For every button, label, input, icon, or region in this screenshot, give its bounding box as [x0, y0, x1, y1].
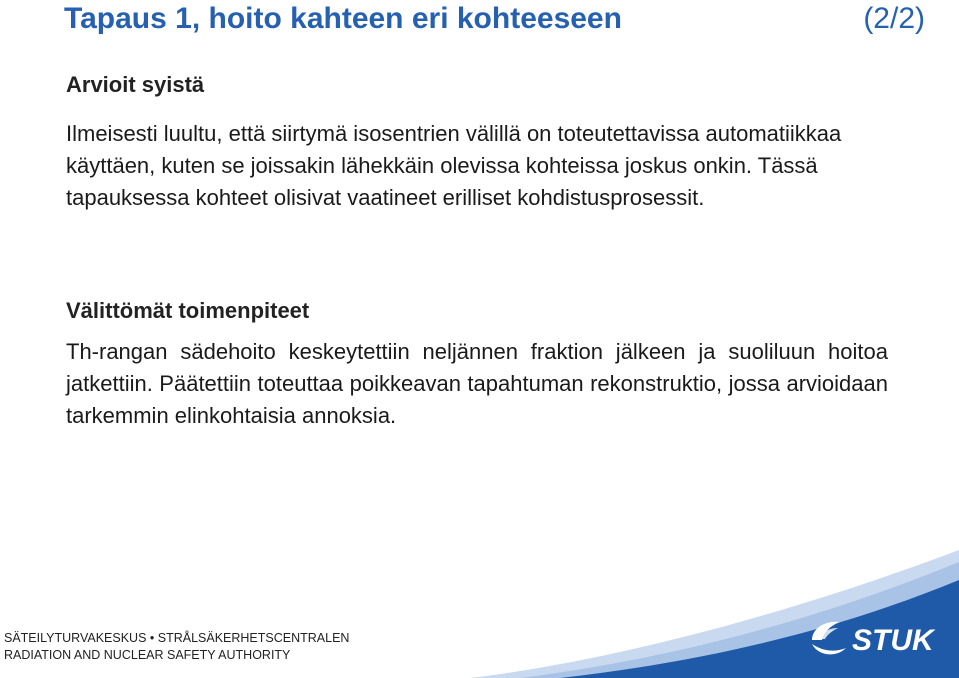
slide-title: Tapaus 1, hoito kahteen eri kohteeseen [64, 2, 622, 35]
footer-organization-english: RADIATION AND NUCLEAR SAFETY AUTHORITY [4, 648, 291, 662]
section-body-actions: Th-rangan sädehoito keskeytettiin neljännen fraktion jälkeen ja suoliluun hoitoa jatkettiin. Päätettiin toteuttaa poikkeavan tapahtuman rekonstruktio, jossa arvioidaan tarkemmin elinkohtaisia annoksia. [66, 339, 888, 428]
section-causes [66, 70, 888, 214]
section-body-causes: Ilmeisesti luultu, että siirtymä isosentrien välillä on toteutettavissa automatiikkaa käyttäen, kuten se joissakin lähekkäin olevissa kohteissa joskus onkin. Tässä tapauksessa kohteet olisivat vaatineet erilliset kohdistusprosessit. [66, 121, 842, 210]
section-heading-causes: Arvioit syistä [66, 72, 205, 97]
section-heading-actions: Välittömät toimenpiteet [66, 298, 310, 323]
stuk-logo-mark [812, 622, 846, 655]
page-indicator: (2/2) [863, 2, 925, 35]
stuk-logo-icon [808, 612, 942, 662]
stuk-logo-text: STUK [852, 624, 934, 657]
title-row [64, 0, 925, 40]
footer-organization-name: SÄTEILYTURVAKESKUS • STRÅLSÄKERHETSCENTRALEN [4, 631, 350, 645]
